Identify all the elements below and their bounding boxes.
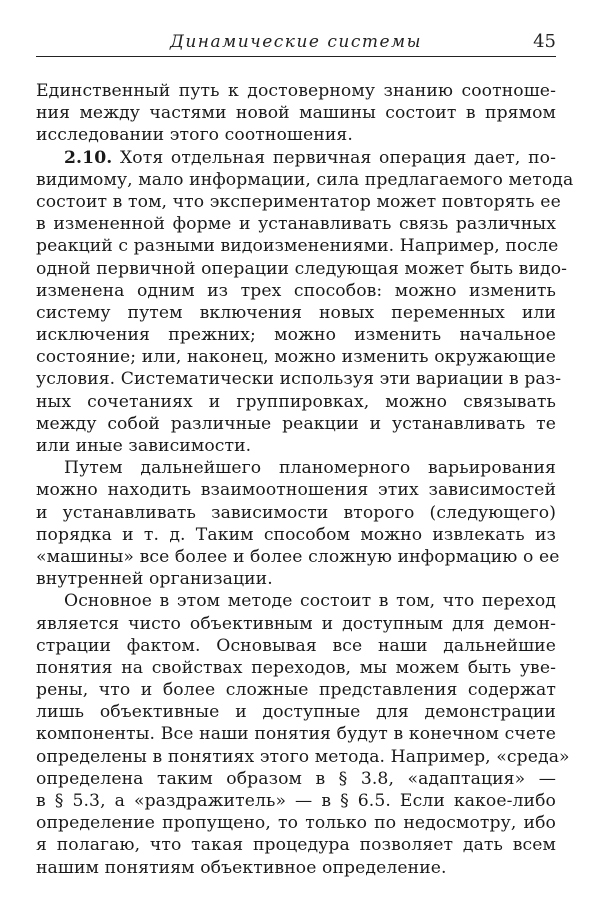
text-line: Единственный путь к достоверному знанию соотноше- xyxy=(36,81,556,101)
text-line: ных сочетаниях и группировках, можно связывать xyxy=(36,391,556,412)
paragraph-1 xyxy=(36,80,556,147)
text-line: Основное в этом методе состоит в том, что переход xyxy=(64,591,556,612)
text-line: состояние; или, наконец, можно изменить окружающие xyxy=(36,347,557,368)
text-line: я полагаю, что такая процедура позволяет дать всем xyxy=(36,835,556,856)
text-line: понятия на свойствах переходов, мы можем быть уве- xyxy=(36,657,556,678)
text-line: видимому, мало информации, сила предлагаемого метода xyxy=(36,169,574,190)
text-line: определены в понятиях этого метода. Например, «среда» xyxy=(36,746,570,767)
text-line: или иные зависимости. xyxy=(36,436,252,456)
text-line: исследовании этого соотношения. xyxy=(36,125,353,146)
page-header xyxy=(36,30,556,57)
text-line xyxy=(36,147,556,169)
body-text xyxy=(36,80,574,879)
text-line: компоненты. Все наши понятия будут в конечном счете xyxy=(36,724,556,745)
running-title: Динамические системы xyxy=(170,32,422,52)
text-line: лишь объективные и доступные для демонстрации xyxy=(36,702,556,723)
text-line: между собой различные реакции и устанавливать те xyxy=(36,413,556,434)
text-line: является чисто объективным и доступным для демон- xyxy=(36,613,556,634)
text-line: определение пропущено, то только по недосмотру, ибо xyxy=(36,813,556,834)
text-line: в измененной форме и устанавливать связь различных xyxy=(36,214,556,235)
paragraph-4 xyxy=(36,590,570,878)
text-line: исключения прежних; можно изменить начальное xyxy=(36,325,556,346)
text-line: одной первичной операции следующая может быть видо- xyxy=(36,258,568,279)
text-line: условия. Систематически используя эти вариации в раз- xyxy=(36,369,562,390)
text-line: рены, что и более сложные представления содержат xyxy=(36,680,556,701)
text-line: изменена одним из трех способов: можно изменить xyxy=(36,280,556,301)
paragraph-2 xyxy=(36,147,574,458)
text-line: систему путем включения новых переменных или xyxy=(36,302,556,323)
text-line: реакций с разными видоизменениями. Например, после xyxy=(36,236,559,257)
text-line: внутренней организации. xyxy=(36,569,273,590)
text-line: определена таким образом в § 3.8, «адаптация» — xyxy=(36,768,556,789)
text-line: ния между частями новой машины состоит в прямом xyxy=(36,103,556,124)
text-line: состоит в том, что экспериментатор может повторять ее xyxy=(36,191,561,212)
text-line: нашим понятиям объективное определение. xyxy=(36,857,447,878)
text-line: порядка и т. д. Таким способом можно извлекать из xyxy=(36,524,556,545)
text-line: страции фактом. Основывая все наши дальнейшие xyxy=(36,635,556,656)
text-line: в § 5.3, а «раздражитель» — в § 6.5. Если какое-либо xyxy=(36,791,556,811)
text-line: «машины» все более и более сложную информацию о ее xyxy=(36,546,560,567)
section-number: 2.10. xyxy=(64,147,113,168)
text-line: Путем дальнейшего планомерного варьирования xyxy=(64,458,556,479)
page-number: 45 xyxy=(533,31,556,52)
text-line: и устанавливать зависимости второго (следующего) xyxy=(36,502,556,523)
text-line-content: Хотя отдельная первичная операция дает, по- xyxy=(119,147,556,168)
text-line: можно находить взаимоотношения этих зависимостей xyxy=(36,480,556,501)
paragraph-3 xyxy=(36,457,560,590)
